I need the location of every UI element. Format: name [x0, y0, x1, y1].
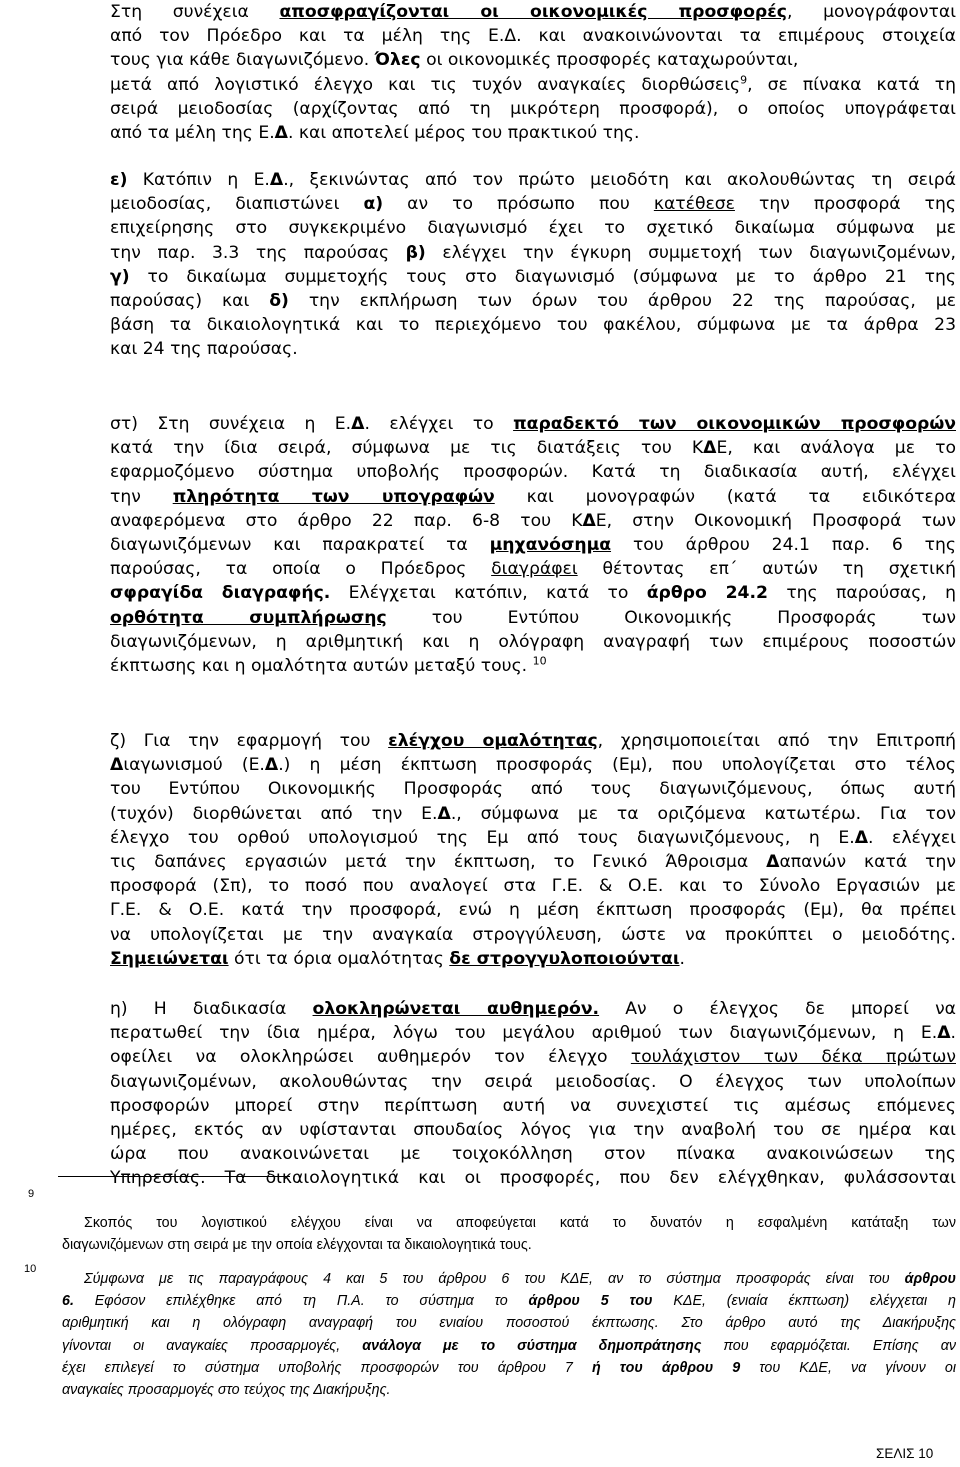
text-line — [110, 997, 956, 1021]
text-line — [110, 654, 956, 678]
text-segment: , χρησιμοποιείται από την Επιτροπή — [597, 731, 956, 751]
text-line — [110, 509, 956, 533]
text-segment: Δ — [766, 851, 780, 872]
text-line — [110, 241, 956, 265]
text-line — [62, 1357, 956, 1379]
text-segment: και 24 της παρούσας. — [110, 339, 298, 360]
text-segment: εφαρμοζόμενο σύστημα υποβολής προσφορών. Κατά τη διαδικασία αυτή, ελέγχει — [110, 462, 956, 483]
text-line — [110, 1070, 956, 1094]
text-segment: αναγκαίες προσαρμογές στο τεύχος της Διακήρυξης. — [62, 1381, 391, 1398]
text-segment: . ελέγχει — [868, 827, 956, 848]
text-segment: έλεγχο του ορθού υπολογισμού της Εμ από τους διαγωνιζόμενους, η Ε. — [110, 827, 855, 848]
text-line — [110, 1142, 956, 1166]
text-segment: παραδεκτό των οικονομικών προσφορών — [513, 414, 956, 434]
text-line — [110, 923, 956, 947]
text-segment: ., σύμφωνα με τα οριζόμενα κατωτέρω. Για τον — [450, 803, 956, 824]
text-line — [110, 0, 956, 24]
text-line — [110, 630, 956, 654]
text-segment: ημέρες, εκτός αν υφίστανται σπουδαίος λόγος για την αναβολή του σε ημέρα και — [110, 1119, 956, 1140]
text-segment: και μονογραφών (κατά τα ειδικότερα — [494, 486, 956, 507]
text-segment: κατέθεσε — [653, 194, 735, 215]
footnote-number: 10 — [24, 1263, 37, 1275]
text-line — [110, 289, 956, 313]
text-segment: γ) — [110, 266, 130, 287]
text-line — [110, 216, 956, 240]
text-segment: το δικαίωμα συμμετοχής τους στο διαγωνισμό (σύμφωνα με το άρθρο 21 της — [129, 266, 956, 287]
text-segment: αποσφραγίζονται οι οικονομικές προσφορές — [279, 2, 787, 22]
text-line — [110, 1094, 956, 1118]
text-segment: Υπηρεσίας. Τα δικαιολογητικά και οι προσφορές, που δεν ελέγχθηκαν, φυλάσσονται — [110, 1168, 956, 1189]
text-segment: περατωθεί την ίδια ημέρα, λόγω του μεγάλου αριθμού των διαγωνιζόμενων, η Ε. — [110, 1023, 938, 1044]
text-segment: διαγωνιζομένων, ακολουθώντας την σειρά μειοδοσίας. Ο έλεγχος των υπολοίπων — [110, 1071, 956, 1092]
text-segment: ώρα που ανακοινώνεται με τοιχοκόλληση στον πίνακα ανακοινώσεων της — [110, 1144, 956, 1165]
text-segment: ή του άρθρου 9 — [591, 1359, 741, 1376]
text-segment: από τα μέλη της Ε. — [110, 122, 275, 143]
text-segment: Δ — [937, 1023, 951, 1044]
text-line — [110, 168, 956, 192]
text-segment: ορθότητα συμπλήρωσης — [110, 607, 387, 628]
text-segment: Εφόσον επιλέχθηκε από τη Π.Α. το σύστημα το — [73, 1293, 529, 1310]
text-segment: αν το πρόσωπο που — [383, 194, 654, 215]
footnote-reference: 10 — [532, 654, 547, 668]
text-segment: κατά την ίδια σειρά, σύμφωνα με τις διατάξεις του Κ — [110, 438, 704, 459]
text-line — [62, 1335, 956, 1357]
text-segment: α) — [363, 194, 384, 215]
text-line — [110, 581, 956, 605]
text-segment: ιαγωνισμού (Ε. — [123, 755, 265, 776]
text-line — [110, 753, 956, 777]
text-segment: από τον Πρόεδρο και τα μέλη της Ε.Δ. και ανακοινώνονται τα επιμέρους στοιχεία — [110, 26, 956, 47]
text-segment: Γ.Ε. & Ο.Ε. κατά την προσφορά, ενώ η μέση έκπτωση προσφοράς (Εμ), θα πρέπει — [110, 900, 956, 921]
text-segment: Σκοπός του λογιστικού ελέγχου είναι να αποφεύγεται κατά το δυνατόν η εσφαλμένη κατάταξη των — [84, 1215, 956, 1231]
text-line — [110, 73, 956, 97]
footnote-separator — [58, 1176, 290, 1177]
text-segment: γίνονται οι αναγκαίες προσαρμογές, — [62, 1337, 363, 1354]
text-segment: σειρά μειοδοσίας (αρχίζοντας από τη μικρότερη προσφορά), ο οποίος υπογράφεται — [110, 98, 956, 119]
text-line — [110, 1045, 956, 1069]
text-line — [110, 192, 956, 216]
text-line — [62, 1290, 956, 1312]
text-segment: άρθρο 24.2 — [646, 583, 768, 604]
text-segment: προσφορά (Σπ), το ποσό που αναλογεί στα Γ.Ε. & Ο.Ε. και το Σύνολο Εργασιών με — [110, 876, 956, 897]
text-segment: παρούσας, τα οποία ο Πρόεδρος — [110, 559, 492, 580]
text-segment: δ) — [269, 290, 289, 311]
text-segment: (τυχόν) διορθώνεται από την Ε. — [110, 803, 438, 824]
text-line — [62, 1312, 956, 1334]
text-segment: την — [110, 486, 173, 507]
text-segment: μετά από λογιστικό έλεγχο και τις τυχόν αναγκαίες διορθώσεις — [110, 74, 741, 95]
text-segment: ε) — [110, 170, 128, 190]
text-line — [110, 850, 956, 874]
text-segment: μειοδοσίας, διαπιστώνει — [110, 194, 364, 215]
text-segment: Δ — [582, 510, 596, 531]
text-segment: του ΚΔΕ, να γίνουν οι — [740, 1359, 956, 1376]
text-segment: Όλες — [374, 50, 421, 71]
text-line — [110, 898, 956, 922]
text-segment: 6. — [62, 1293, 74, 1310]
text-segment: Σημειώνεται — [110, 948, 229, 969]
text-segment: ., ξεκινώντας από τον πρώτο μειοδότη και ακολουθώντας τη σειρά — [283, 170, 956, 190]
text-segment: διαγωνιζόμενων, η αριθμητική και η ολόγραφη αναγραφή των επιμέρους ποσοστών — [110, 631, 956, 652]
text-segment: Ελέγχεται κατόπιν, κατά το — [330, 583, 647, 604]
text-segment: της παρούσας, η — [768, 583, 956, 604]
text-segment: ΚΔΕ, (ενιαία έκπτωση) ελέγχεται η — [652, 1293, 956, 1310]
footnote-number: 9 — [28, 1188, 35, 1200]
text-segment: που εφαρμόζεται. Επίσης αν — [701, 1337, 956, 1354]
text-segment: τους για κάθε διαγωνιζόμενο. — [110, 50, 375, 71]
text-segment: πληρότητα των υπογραφών — [172, 486, 495, 507]
text-segment: , σε πίνακα κατά τη — [747, 74, 956, 95]
text-segment: διαγράφει — [491, 559, 578, 580]
text-segment: αναφερόμενα στο άρθρο 22 παρ. 6-8 του Κ — [110, 510, 583, 531]
text-segment: απανών κατά την — [779, 851, 956, 872]
text-segment: Δ — [703, 438, 717, 459]
text-line — [110, 265, 956, 289]
text-line — [62, 1234, 956, 1256]
paragraph-p-st — [110, 412, 956, 678]
text-segment: . — [950, 1023, 956, 1044]
text-segment: η) Η διαδικασία — [110, 999, 313, 1019]
text-segment: ότι τα όρια ομαλότητας — [228, 948, 450, 969]
text-line — [110, 606, 956, 630]
paragraph-p-i — [110, 997, 956, 1191]
text-line — [110, 121, 956, 145]
text-segment: του Εντύπου Οικονομικής Προσφοράς των — [386, 607, 956, 628]
text-segment: Σύμφωνα με τις παραγράφους 4 και 5 του άρθρου 6 του ΚΔΕ, αν το σύστημα προσφοράς είναι του — [84, 1271, 905, 1287]
text-line — [110, 557, 956, 581]
footnote-reference: 9 — [740, 72, 748, 86]
text-line — [110, 1021, 956, 1045]
text-line — [62, 1268, 956, 1290]
text-segment: αριθμητική και η ολόγραφη αναγραφή του ενιαίου ποσοστού έκπτωσης. Στο άρθρο αυτό της Διακήρυξης — [62, 1315, 956, 1332]
text-line — [110, 48, 956, 72]
text-segment: ζ) Για την εφαρμογή του — [110, 731, 389, 751]
text-line — [110, 826, 956, 850]
text-line — [110, 24, 956, 48]
text-segment: . ελέγχει το — [364, 414, 514, 434]
paragraph-p-z — [110, 729, 956, 971]
text-segment: ελέγχει την έγκυρη συμμετοχή των διαγωνιζομένων, — [425, 242, 956, 263]
text-line — [110, 460, 956, 484]
text-segment: σφραγίδα διαγραφής. — [110, 583, 331, 604]
text-segment: έχει επιλεγεί το σύστημα υποβολής προσφορών του άρθρου 7 — [62, 1359, 592, 1376]
text-segment: Στη συνέχεια — [110, 2, 280, 22]
text-line — [110, 412, 956, 436]
text-line — [110, 436, 956, 460]
text-line — [110, 947, 956, 971]
text-segment: Αν ο έλεγχος δε μπορεί να — [599, 999, 956, 1019]
text-segment: Δ — [264, 755, 279, 776]
text-line — [110, 533, 956, 557]
text-segment: οφείλει να ολοκληρώσει αυθημερόν τον έλεγχο — [110, 1047, 631, 1068]
text-segment: την παρ. 3.3 της παρούσας — [110, 242, 406, 263]
text-segment: να υπολογίζεται με την αναγκαία στρογγύλευση, ώστε να προκύπτει ο μειοδότης. — [110, 924, 956, 945]
text-segment: Δ — [110, 755, 124, 776]
text-segment: ανάλογα με το σύστημα δημοπράτησης — [362, 1337, 702, 1354]
text-segment: τουλάχιστον των δέκα πρώτων — [630, 1047, 956, 1068]
text-segment: Ε, και ανάλογα με το — [716, 438, 956, 459]
text-segment: Δ — [437, 803, 451, 824]
footnote-text — [62, 1268, 956, 1401]
text-segment: μηχανόσημα — [489, 534, 612, 555]
text-segment: άρθρου 5 του — [528, 1293, 653, 1310]
paragraph-p-d — [110, 0, 956, 145]
text-line — [110, 874, 956, 898]
text-segment: .) η μέση έκπτωση προσφοράς (Εμ), που υπολογίζεται στο τέλος — [278, 755, 956, 776]
text-segment: οι οικονομικές προσφορές καταχωρούνται, — [420, 50, 799, 71]
text-segment: . — [679, 948, 685, 969]
text-segment: του άρθρου 24.1 παρ. 6 της — [611, 534, 956, 555]
text-segment: ελέγχου ομαλότητας — [388, 731, 598, 751]
text-line — [110, 485, 956, 509]
text-segment: Κατόπιν η Ε. — [127, 170, 270, 190]
text-line — [62, 1379, 956, 1401]
text-segment: στ) Στη συνέχεια η Ε. — [110, 414, 352, 434]
text-segment: β) — [405, 242, 426, 263]
text-segment: έκπτωσης και η ομαλότητα αυτών μεταξύ τους. — [110, 655, 533, 676]
text-segment: Δ — [351, 414, 365, 434]
text-line — [110, 313, 956, 337]
text-segment: Δ — [274, 122, 288, 143]
text-line — [62, 1212, 956, 1234]
text-segment: ολοκληρώνεται αυθημερόν. — [312, 999, 600, 1019]
text-segment: τις δαπάνες εργασιών μετά την έκπτωση, το Γενικό Άθροισμα — [110, 851, 767, 872]
text-segment: Δ — [854, 827, 869, 848]
text-segment: Ε, στην Οικονομική Προσφορά των — [595, 510, 956, 531]
text-segment: , μονογράφονται — [786, 2, 956, 22]
text-segment: προσφορών μπορεί στην περίπτωση αυτή να συνεχιστεί τις αμέσως επόμενες — [110, 1095, 956, 1116]
text-segment: βάση τα δικαιολογητικά και το περιεχόμενο του φακέλου, σύμφωνα με τα άρθρα 23 — [110, 315, 956, 336]
text-segment: του Εντύπου Οικονομικής Προσφοράς από τους διαγωνιζόμενους, όπως αυτή — [110, 779, 956, 800]
text-segment: θέτοντας επ΄ αυτών τη σχετική — [577, 559, 956, 580]
page-number: ΣΕΛΙΣ 10 — [876, 1446, 934, 1461]
text-segment: διαγωνιζόμενων και παρακρατεί τα — [110, 534, 490, 555]
text-line — [110, 729, 956, 753]
text-segment: διαγωνιζόμενων στη σειρά με την οποία ελέγχονται τα δικαιολογητικά τους. — [62, 1237, 532, 1254]
text-line — [110, 802, 956, 826]
text-line — [110, 777, 956, 801]
text-line — [110, 1166, 956, 1190]
text-segment: την προσφορά της — [734, 194, 956, 215]
text-segment: άρθρου — [904, 1271, 956, 1287]
paragraph-p-e — [110, 168, 956, 362]
footnote-text — [62, 1212, 956, 1256]
text-segment: . και αποτελεί μέρος του πρακτικού της. — [287, 122, 640, 143]
text-segment: δε στρογγυλοποιούνται — [449, 948, 680, 969]
text-segment: επιχείρησης στο συγκεκριμένο διαγωνισμό έχει το σχετικό δικαίωμα σύμφωνα με — [110, 218, 956, 239]
text-segment: την εκπλήρωση των όρων του άρθρου 22 της παρούσας, με — [288, 290, 956, 311]
text-segment: παρούσας) και — [110, 290, 270, 311]
text-line — [110, 337, 956, 361]
text-line — [110, 1118, 956, 1142]
text-segment: Δ — [269, 170, 284, 190]
text-line — [110, 97, 956, 121]
